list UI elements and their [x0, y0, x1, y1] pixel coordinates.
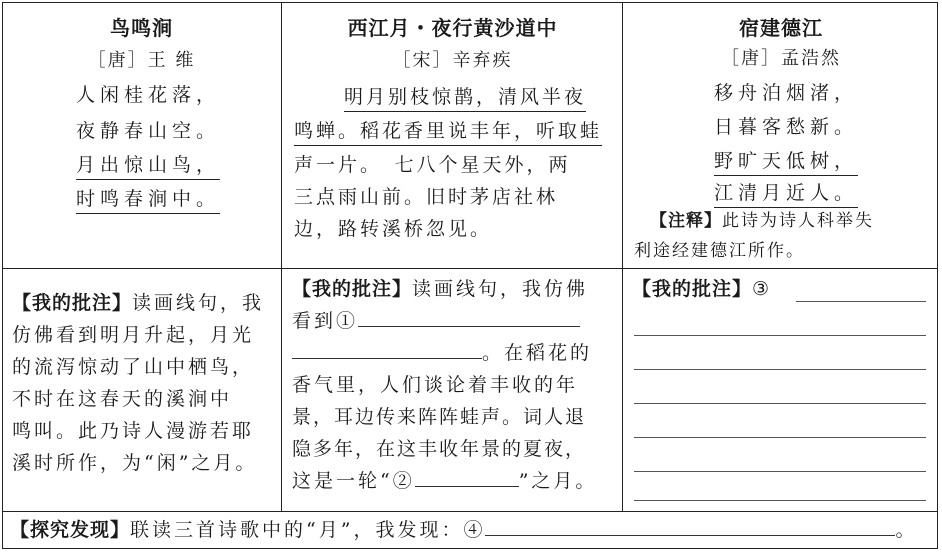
answer-blank-1[interactable]	[358, 325, 580, 327]
underlined-line: 时鸣春涧中。	[76, 188, 220, 214]
answer-blank-1-cont[interactable]	[292, 357, 482, 359]
poem-line: 夜静春山空。	[76, 120, 221, 142]
poem-title: 宿建德江	[739, 16, 823, 40]
discovery-label: 【探究发现】	[10, 519, 131, 541]
annotation-text: 。在稻花的	[292, 338, 592, 369]
poem-line: 边，路转溪桥忽见。	[294, 218, 493, 240]
annotation-text: 【我的批注】读画线句，我	[12, 292, 265, 314]
annotation-label: 【我的批注】	[632, 278, 753, 300]
underlined-line: 野旷天低树，	[714, 150, 858, 176]
poem-line: 三点雨山前。旧时茅店社林	[294, 186, 559, 208]
poem-line	[714, 178, 858, 205]
annotation-text: 看到①	[292, 306, 580, 337]
column-divider	[622, 2, 623, 512]
annotation-label: 【我的批注】	[292, 278, 413, 300]
answer-line-3[interactable]	[796, 301, 926, 302]
underlined-line: 江清月近人。	[714, 182, 858, 208]
answer-line-3[interactable]	[634, 335, 926, 336]
poem-author: ［唐］孟浩然	[721, 48, 841, 69]
discovery-text: 【探究发现】联读三首诗歌中的“月”，我发现：④ 。	[10, 519, 918, 541]
poem-author: ［唐］王 维	[87, 50, 196, 71]
poem-line	[76, 184, 220, 211]
note-label: 【注释】	[650, 211, 722, 231]
poem-line: 移舟泊烟渚，	[714, 82, 859, 104]
poem-line	[714, 146, 858, 173]
answer-line-3[interactable]	[634, 437, 926, 438]
answer-marker: ③	[752, 278, 773, 300]
poem-author: ［宋］辛弃疾	[392, 50, 513, 71]
annotation-text: 这是一轮“② ”之月。	[292, 470, 598, 492]
underlined-line: 明月别枝惊鹊，清风半夜	[344, 86, 586, 112]
annotation-text: 不时在这春天的溪涧中	[12, 388, 233, 410]
annotation-text	[632, 274, 772, 305]
annotation-text: 景，耳边传来阵阵蛙声。词人退	[292, 406, 587, 428]
poem-title: 鸟鸣涧	[110, 16, 173, 40]
answer-blank-4[interactable]	[485, 534, 895, 536]
answer-blank-2[interactable]	[415, 485, 519, 487]
poem-line	[344, 82, 586, 109]
annotation-label: 【我的批注】	[12, 292, 133, 314]
poem-title: 西江月・夜行黄沙道中	[347, 16, 558, 40]
poem-line	[294, 116, 602, 143]
underlined-line: 鸣蝉。稻花香里说丰年，听取蛙	[294, 120, 602, 146]
annotation-text: 鸣叫。此乃诗人漫游若耶	[12, 420, 255, 442]
row-divider	[2, 511, 938, 512]
poem-note: 利途经建德江所作。	[634, 241, 805, 261]
poem-note	[650, 206, 874, 237]
annotation-text: 香气里，人们谈论着丰收的年	[292, 374, 579, 396]
answer-line-3[interactable]	[634, 471, 926, 472]
poem-line: 日暮客愁新。	[714, 116, 859, 138]
row-divider	[2, 268, 938, 269]
answer-line-3[interactable]	[634, 403, 926, 404]
annotation-text: 仿佛看到明月升起，月光	[12, 324, 255, 346]
annotation-text: 【我的批注】读画线句，我仿佛	[292, 278, 589, 300]
poem-line: 声一片。 七八个星天外，两	[294, 154, 571, 176]
underlined-line: 月出惊山鸟，	[76, 154, 220, 180]
poem-line	[76, 150, 220, 177]
answer-line-3[interactable]	[634, 369, 926, 370]
annotation-text: 隐多年，在这丰收年景的夏夜，	[292, 438, 587, 460]
annotation-text: 溪时所作，为“闲”之月。	[12, 452, 258, 474]
column-divider	[281, 2, 282, 512]
answer-line-3[interactable]	[634, 500, 926, 501]
poem-line: 人闲桂花落，	[76, 84, 221, 106]
note-text: 此诗为诗人科举失	[722, 211, 874, 231]
annotation-text: 的流泻惊动了山中栖鸟，	[12, 356, 255, 378]
